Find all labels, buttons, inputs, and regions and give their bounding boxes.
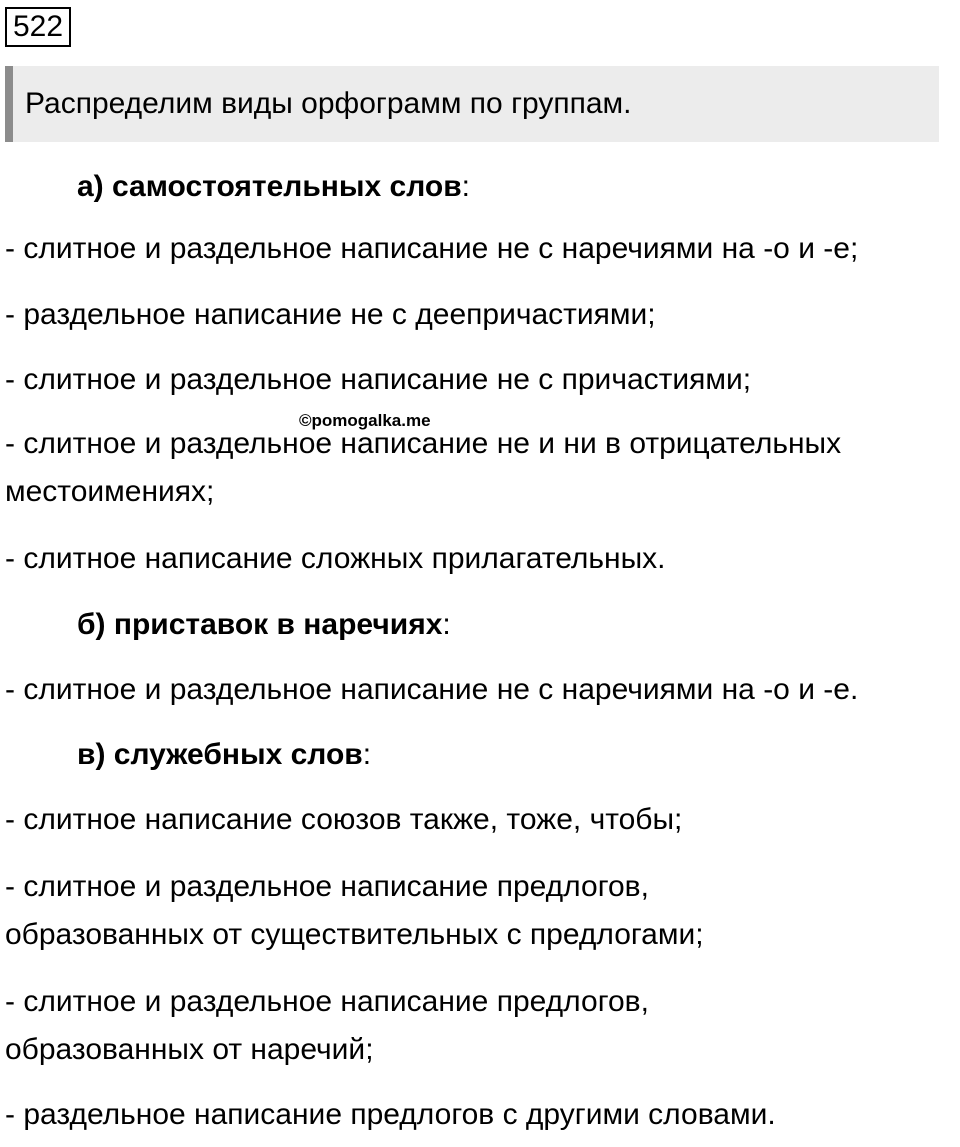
list-item-continuation: образованных от наречий;	[5, 1033, 374, 1066]
intro-callout	[5, 66, 939, 142]
list-item: - раздельное написание предлогов с другими словами.	[5, 1098, 776, 1131]
section-heading-a: а) самостоятельных слов:	[77, 170, 470, 203]
list-item: - слитное и раздельное написание не с наречиями на -о и -е.	[5, 673, 859, 706]
section-heading-text: а) самостоятельных слов	[77, 170, 462, 203]
list-item: - слитное написание союзов также, тоже, чтобы;	[5, 803, 683, 836]
list-item: - слитное и раздельное написание предлогов,	[5, 870, 649, 903]
list-item-continuation: местоимениях;	[5, 475, 215, 508]
list-item: - слитное и раздельное написание не с наречиями на -о и -е;	[5, 232, 859, 265]
list-item: - раздельное написание не с деепричастиями;	[5, 298, 656, 331]
list-item: - слитное и раздельное написание не и ни в отрицательных	[5, 427, 842, 460]
list-item: - слитное и раздельное написание не с причастиями;	[5, 363, 752, 396]
intro-text: Распределим виды орфограмм по группам.	[25, 87, 632, 120]
list-item-continuation: образованных от существительных с предлогами;	[5, 918, 704, 951]
section-heading-c: в) служебных слов:	[77, 738, 372, 771]
list-item: - слитное написание сложных прилагательных.	[5, 542, 666, 575]
section-heading-b: б) приставок в наречиях:	[77, 608, 451, 641]
section-heading-text: б) приставок в наречиях	[77, 608, 443, 641]
section-heading-text: в) служебных слов	[77, 738, 363, 771]
watermark: ©pomogalka.me	[299, 411, 431, 430]
list-item: - слитное и раздельное написание предлогов,	[5, 985, 649, 1018]
task-number: 522	[5, 7, 71, 47]
